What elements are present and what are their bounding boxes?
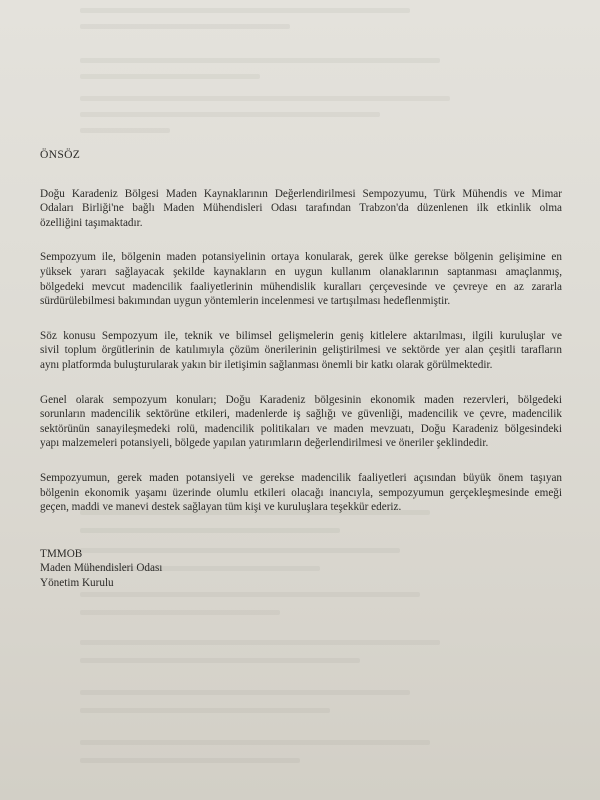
text-line: geçen, maddi ve manevi destek sağlayan tüm kişi ve kuruluşlara teşekkür ederiz. [40, 501, 402, 514]
text-line: sektörünün sanayileşmedeki rolü, madencilik politikaları ve maden mevzuatı, Doğu Karadeniz bölgesindeki [40, 422, 562, 435]
paragraph-thanks [40, 471, 562, 515]
paragraph-topics [40, 393, 562, 451]
text-line: Doğu Karadeniz Bölgesi Maden Kaynaklarının Değerlendirilmesi Sempozyumu, Türk Mühendis ve Mimar [40, 187, 562, 200]
text-line: sorunların madencilik sektörüne etkileri, madenlerde iş sağlığı ve güvenliği, madencilik ve çevre, madencilik [40, 408, 562, 421]
text-line: sürdürülebilmesi bakımından uygun yöntemlerin incelenmesi ve tartışılması hedeflenmiştir. [40, 295, 451, 308]
section-heading: ÖNSÖZ [40, 148, 81, 161]
text-line: bölgedeki mevcut madencilik faaliyetlerinin mühendislik kuralları çerçevesinde ve çevreye en az zararla [40, 280, 562, 293]
text-line: Odaları Birliği'ne bağlı Maden Mühendisleri Odası tarafından Trabzon'da düzenlenen ilk etkinlik olma [40, 202, 562, 215]
text-line: yüksek yararı sağlayacak şekilde kaynakların en uygun kullanım olanaklarının saptanması amaçlanmış, [40, 265, 562, 278]
text-line: Söz konusu Sempozyum ile, teknik ve bilimsel gelişmelerin geniş kitlelere aktarılması, ilgili kuruluşlar ve [40, 329, 562, 342]
document-body [40, 148, 562, 591]
text-line: Genel olarak sempozyum konuları; Doğu Karadeniz bölgesinin ekonomik maden rezervleri, bölgedeki [40, 393, 562, 406]
signature-org: TMMOB [40, 547, 83, 560]
text-line: bölgenin ekonomik yaşamı üzerinde olumlu etkileri olacağı inancıyla, sempozyumun gerçekleşmesinde emeği [40, 486, 562, 499]
text-line: aynı platformda buluşturularak yakın bir iletişimin sağlanması önemli bir katkı olarak görülmektedir. [40, 358, 493, 371]
text-line: sivil toplum örgütlerinin de katılımıyla çözüm önerilerinin geliştirilmesi ve sektörde yer alan çeşitli tarafların [40, 344, 562, 357]
paragraph-intro [40, 187, 562, 231]
signature-chamber: Maden Mühendisleri Odası [40, 562, 163, 575]
text-line: Sempozyumun, gerek maden potansiyeli ve gerekse madencilik faaliyetleri açısından büyük önem taşıyan [40, 471, 562, 484]
signature-board: Yönetim Kurulu [40, 577, 114, 590]
text-line: Sempozyum ile, bölgenin maden potansiyelinin ortaya konularak, gerek ülke gerekse bölgenin gelişimine en [40, 251, 562, 264]
signature-block [40, 547, 562, 591]
paragraph-contribution [40, 329, 562, 373]
paragraph-aims [40, 250, 562, 308]
text-line: yapı malzemeleri potansiyeli, bölgede yapılan yatırımların değerlendirilmesi ve öneriler şeklindedir. [40, 437, 489, 450]
text-line: özelliğini taşımaktadır. [40, 216, 143, 229]
